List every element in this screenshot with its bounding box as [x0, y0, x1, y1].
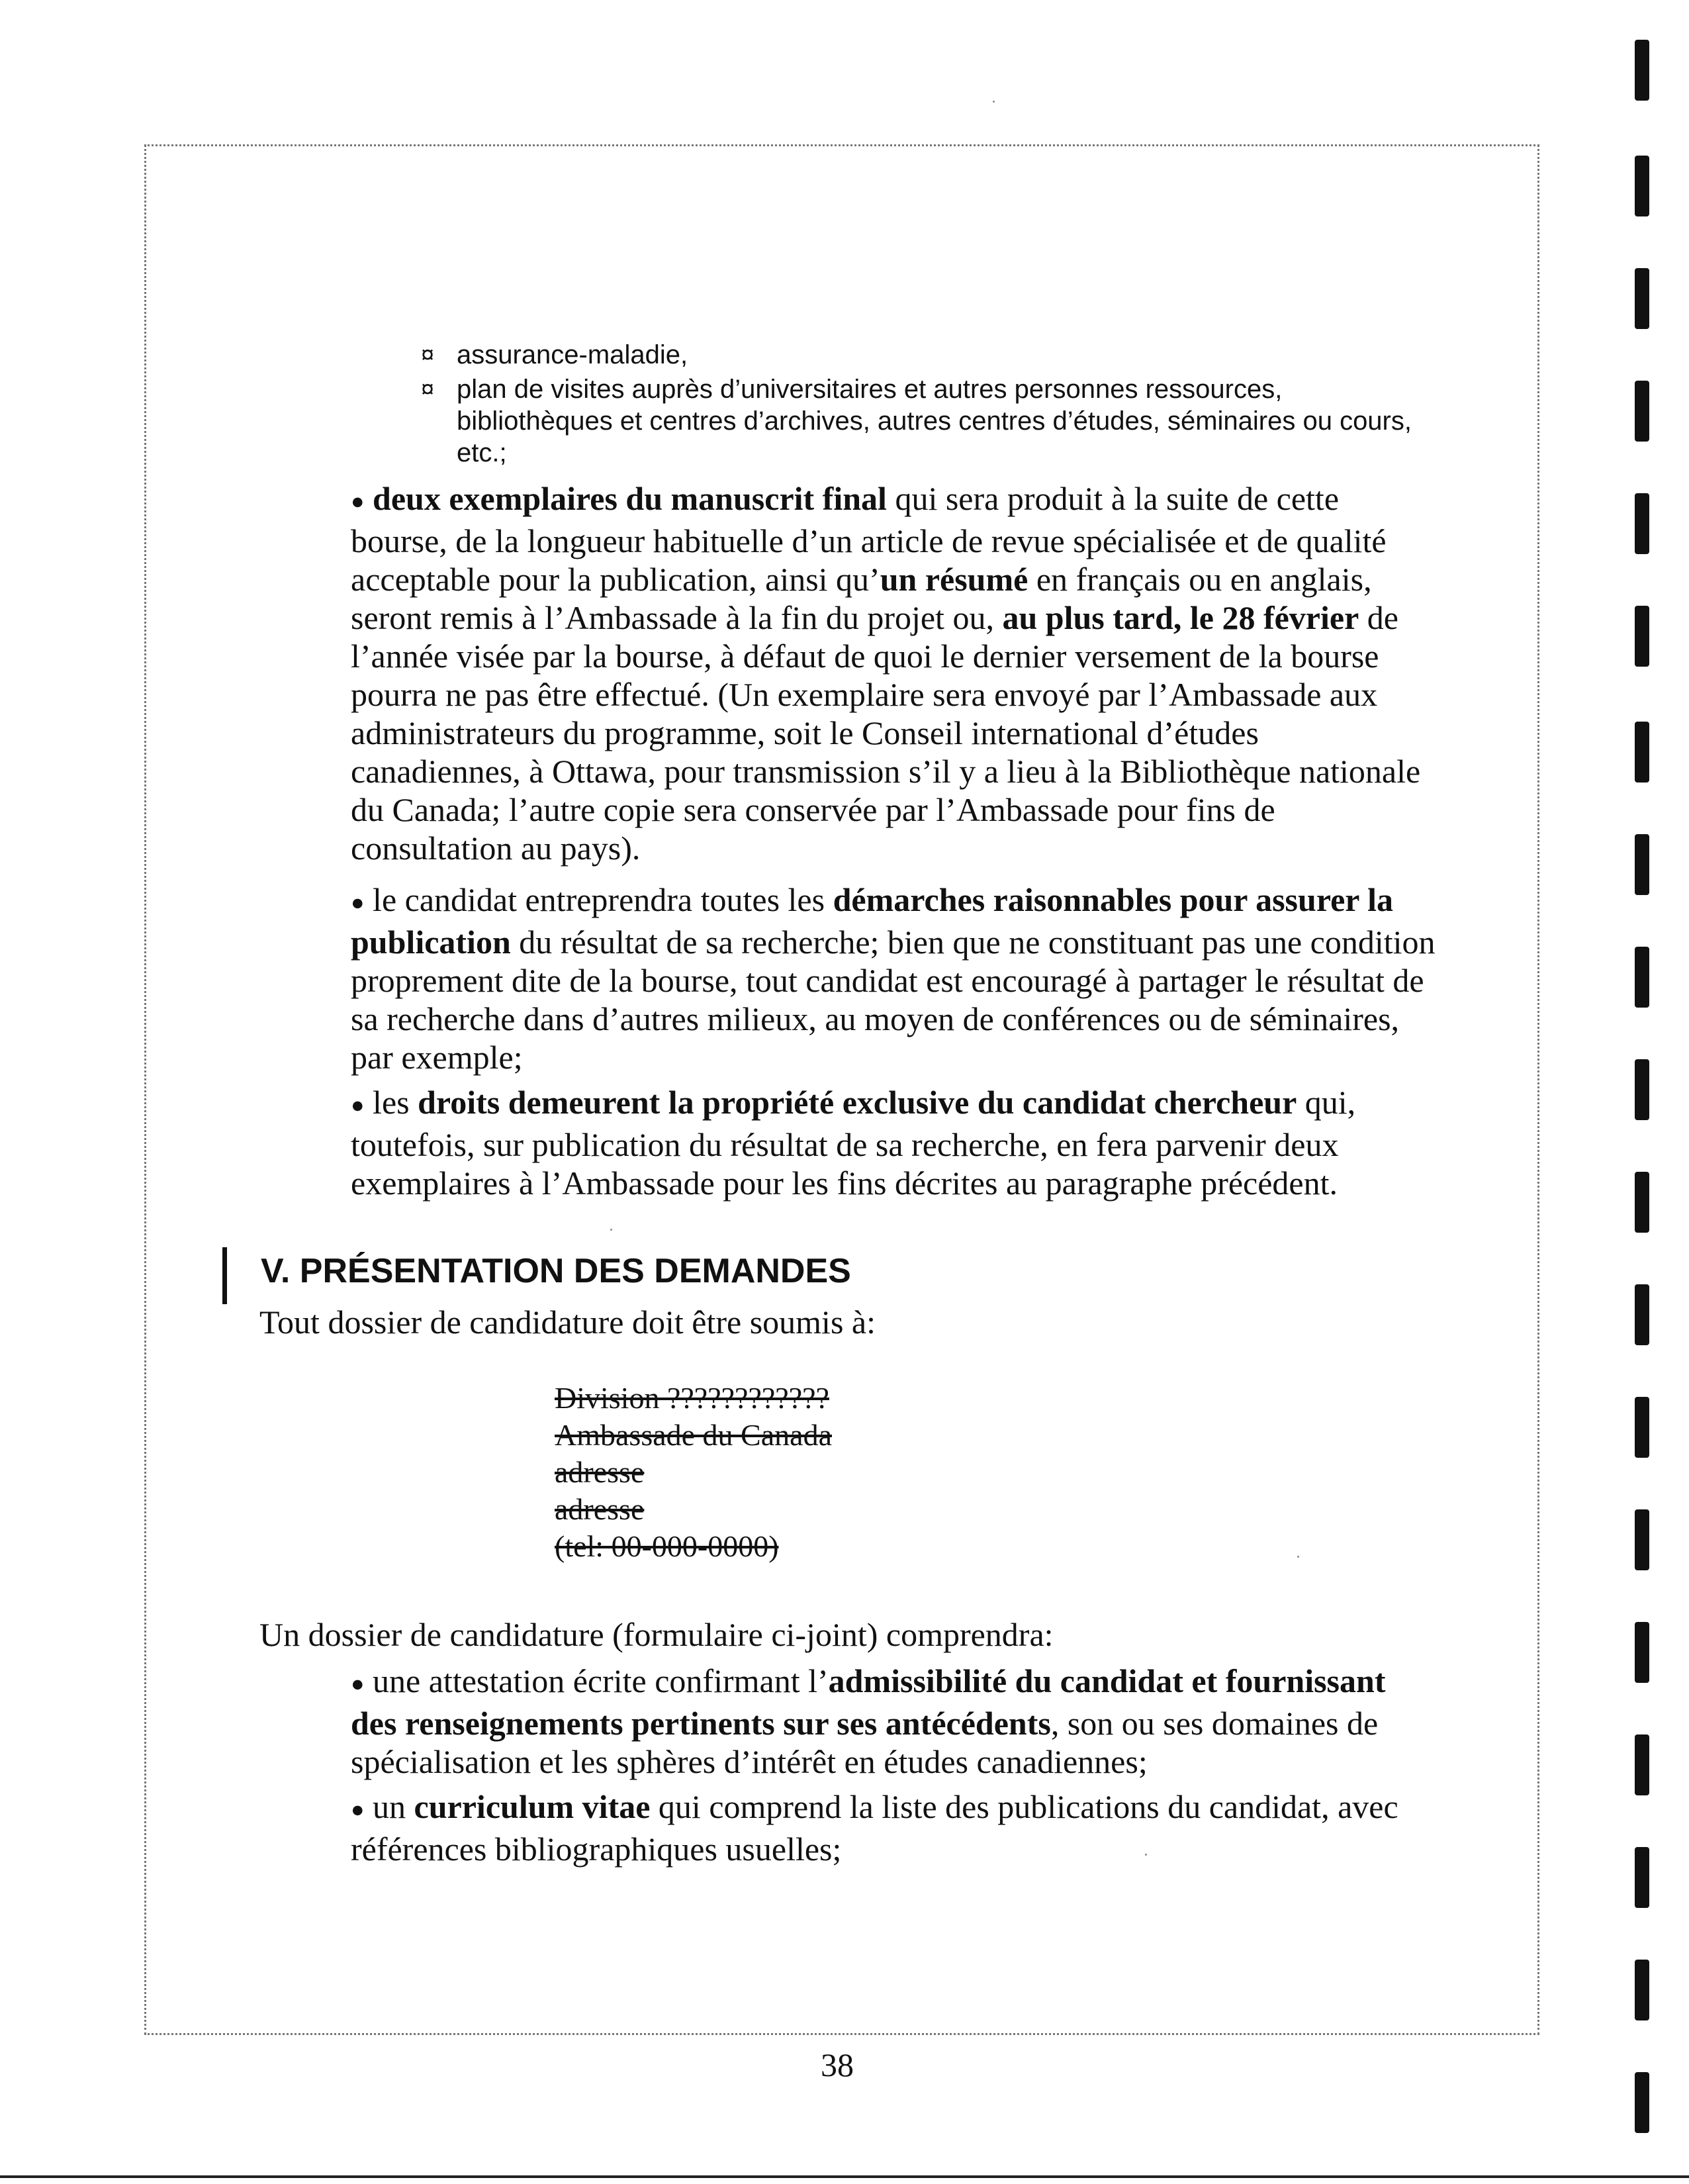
binding-mark: [1635, 40, 1649, 101]
body-text: du résultat de sa recherche; bien que ne constituant pas une condition proprement dite de la bourse, tout candidat est encouragé à partager le résultat de sa recherche dans d’autres milieux, au moyen de conférences ou de séminaires, par exemple;: [351, 923, 1436, 1076]
binding-mark: [1635, 156, 1649, 216]
scan-speck: [610, 1229, 612, 1231]
section-heading: V. PRÉSENTATION DES DEMANDES: [261, 1252, 851, 1290]
address-line: (tel: 00-000-0000): [555, 1529, 779, 1563]
body-text: de l’année visée par la bourse, à défaut de quoi le dernier versement de la bourse pourra ne pas être effectué. (Un exemplaire sera envoyé par l’Ambassade aux administrateurs du programme, soit le Conseil international d’études canadiennes, à Ottawa, pour transmission s’il y a lieu à la Bibliothèque nationale du Canada; l’autre copie sera conservée par l’Ambassade pour fins de consultation au pays).: [351, 598, 1421, 867]
currency-sign-icon: ¤: [421, 341, 435, 368]
binding-mark: [1635, 2072, 1649, 2133]
bullet-curriculum: [351, 1787, 1436, 1868]
binding-mark: [1635, 381, 1649, 442]
binding-mark: [1635, 606, 1649, 667]
bold-phrase: au plus tard, le 28 février: [1002, 598, 1359, 636]
binding-mark: [1635, 1397, 1649, 1458]
body-text: un: [373, 1788, 414, 1825]
scan-speck: [1145, 1854, 1147, 1856]
bullet-publication-steps: [351, 880, 1436, 1076]
sub-item-visit-plan: [421, 373, 1443, 469]
bullet-dot: ●: [351, 890, 365, 916]
scan-speck: [1297, 1556, 1299, 1558]
change-bar: [222, 1247, 227, 1304]
bold-phrase: droits demeurent la propriété exclusive du candidat chercheur: [418, 1084, 1297, 1121]
binding-mark: [1635, 1172, 1649, 1233]
sub-item-health-insurance: [421, 339, 1443, 371]
binding-mark: [1635, 722, 1649, 783]
binding-mark: [1635, 834, 1649, 895]
binding-mark: [1635, 1960, 1649, 2020]
binding-mark: [1635, 1622, 1649, 1683]
body-text: , son ou ses domaines de spécialisation et les sphères d’intérêt en études canadiennes;: [351, 1704, 1379, 1780]
bold-phrase: admissibilité du candidat et fournissant des renseignements pertinents sur ses antécédents: [351, 1662, 1386, 1742]
bullet-rights: [351, 1083, 1436, 1202]
currency-sign-icon: ¤: [421, 375, 435, 403]
bullet-dot: ●: [351, 1797, 365, 1823]
binding-mark: [1635, 493, 1649, 554]
address-line: adresse: [555, 1455, 645, 1489]
bold-phrase: démarches raisonnables pour assurer la publication: [351, 881, 1393, 961]
dossier-intro: Un dossier de candidature (formulaire ci-joint) comprendra:: [259, 1616, 1054, 1653]
body-text: qui comprend la liste des publications du candidat, avec références bibliographiques usuelles;: [351, 1788, 1398, 1868]
page-number: 38: [821, 2046, 854, 2083]
bullet-final-manuscript: [351, 479, 1436, 867]
scan-edge-line: [0, 2175, 1689, 2178]
submission-intro: Tout dossier de candidature doit être soumis à:: [259, 1304, 876, 1341]
bullet-attestation: [351, 1662, 1436, 1781]
bold-phrase: deux exemplaires du manuscrit final: [373, 480, 887, 517]
binding-mark: [1635, 268, 1649, 329]
body-text: une attestation écrite confirmant l’: [373, 1662, 829, 1699]
body-text: les: [373, 1084, 418, 1121]
binding-mark: [1635, 1509, 1649, 1570]
sub-item-text: plan de visites auprès d’universitaires et autres personnes ressources, bibliothèques et centres d’archives, autres centres d’études, séminaires ou cours, etc.;: [457, 375, 1412, 467]
scan-speck: [993, 101, 995, 103]
body-text: le candidat entreprendra toutes les: [373, 881, 833, 918]
binding-mark: [1635, 1284, 1649, 1345]
address-line: Ambassade du Canada: [555, 1418, 832, 1452]
bullet-dot: ●: [351, 1672, 365, 1697]
bold-phrase: un résumé: [880, 560, 1028, 598]
body-text: en français ou en anglais, seront remis à l’Ambassade à la fin du projet ou,: [351, 560, 1372, 636]
binding-mark: [1635, 1734, 1649, 1795]
bullet-dot: ●: [351, 489, 365, 514]
binding-mark: [1635, 1847, 1649, 1908]
struck-address: [555, 1380, 832, 1565]
binding-mark: [1635, 947, 1649, 1008]
address-line: Division ????????????: [555, 1381, 829, 1415]
binding-mark: [1635, 1059, 1649, 1120]
bullet-dot: ●: [351, 1093, 365, 1118]
bold-phrase: curriculum vitae: [414, 1788, 651, 1825]
body-text: qui sera produit à la suite de cette bourse, de la longueur habituelle d’un article de revue spécialisée et de qualité acceptable pour la publication, ainsi qu’: [351, 480, 1387, 598]
sub-item-text: assurance-maladie,: [457, 340, 688, 369]
body-text: qui, toutefois, sur publication du résultat de sa recherche, en fera parvenir deux exemplaires à l’Ambassade pour les fins décrites au paragraphe précédent.: [351, 1084, 1356, 1202]
address-line: adresse: [555, 1492, 645, 1526]
